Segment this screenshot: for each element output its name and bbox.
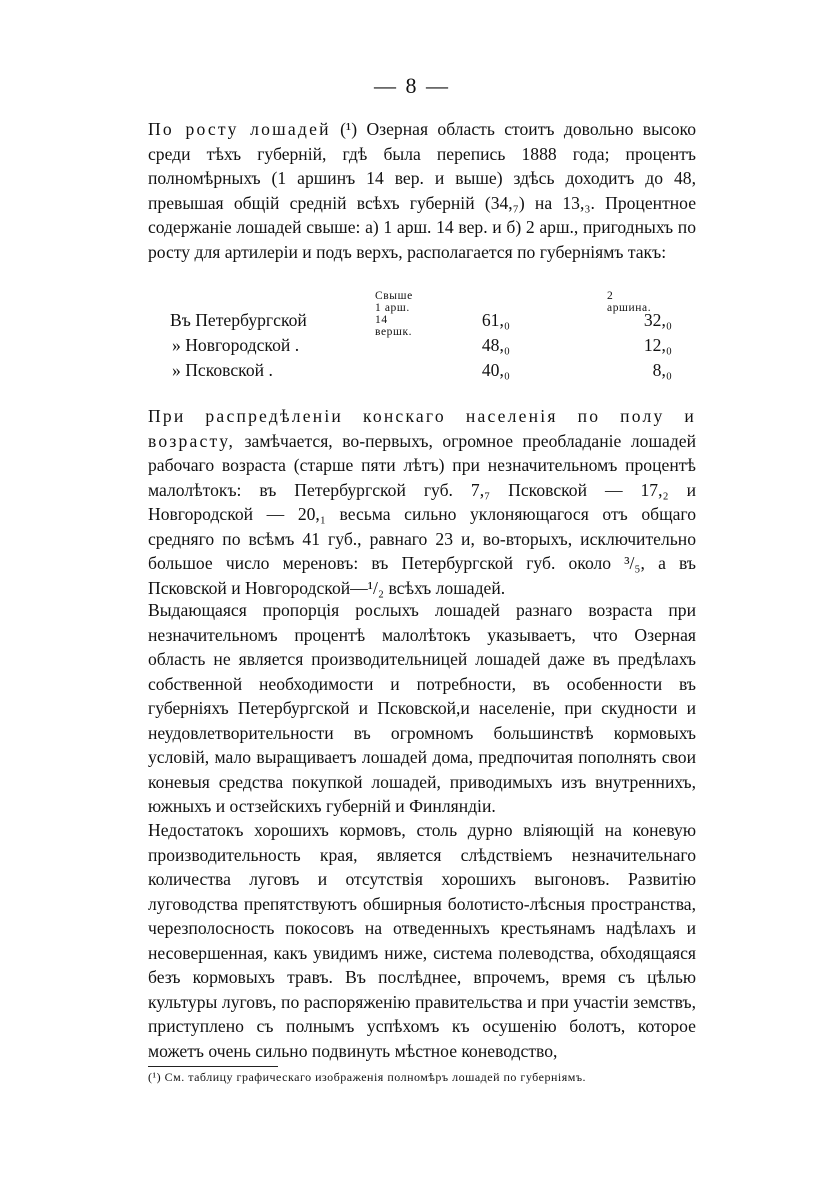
paragraph-2 [148, 404, 696, 600]
table-cell-value-2: 32,₀ [643, 310, 672, 330]
paragraph-3: Выдающаяся пропорція рослыхъ лошадей разнаго возраста при незначительномъ процентѣ малолѣтокъ указываетъ, что Озерная область не является производительницей лошадей даже въ предѣлахъ собственной необходимости и потребности, въ особенности въ губерніяхъ Петербургской и Псковской,и населеніе, при скудности и неудовлетворительности въ огромномъ большинствѣ кормовыхъ условій, мало выращиваетъ лошадей дома, предпочитая пополнять свои коневыя средства покупкой лошадей, приводимыхъ изъ внутреннихъ, южныхъ и остзейскихъ губерній и Финляндіи. [148, 600, 696, 816]
table-row-label: Въ Петербургской [170, 310, 307, 330]
paragraph-2-lead: При распредѣленіи конскаго населенія по полу и возрасту, [148, 406, 696, 451]
table-row [0, 360, 840, 386]
table-cell-value-2: 8,₀ [652, 360, 672, 380]
footnote-divider [148, 1066, 278, 1067]
table-cell-value-1: 61,₀ [481, 310, 510, 330]
paragraph-1-lead: По росту лошадей [148, 119, 331, 139]
table-row-label: » Новгородской . [172, 335, 300, 355]
table-cell-value-1: 48,₀ [481, 335, 510, 355]
paragraph-1 [148, 117, 696, 264]
paragraph-1-text: (¹) Озерная область стоитъ довольно высоко среди тѣхъ губерній, гдѣ была перепись 1888 года; процентъ полномѣрныхъ (1 аршинъ 14 вер. и выше) здѣсь доходитъ до 48, превышая общій средній всѣхъ губерній (34,₇) на 13,₃. Процентное содержаніе лошадей свыше: а) 1 арш. 14 вер. и б) 2 арш., пригодныхъ по росту для артилеріи и подъ верхъ, располагается по губерніямъ такъ: [148, 119, 696, 262]
table-cell-value-2: 12,₀ [643, 335, 672, 355]
table-cell-value-1: 40,₀ [481, 360, 510, 380]
paragraph-2-text: замѣчается, во-первыхъ, огромное преобладаніе лошадей рабочаго возраста (старше пяти лѣтъ) при незначительномъ процентѣ малолѣтокъ: въ Петербургской губ. 7,₇ Псковской — 17,₂ и Новгородской — 20,₁ весьма сильно уклоняющагося отъ общаго средняго по всѣмъ 41 губ., равнаго 23 и, во-вторыхъ, исключительно большое число мереновъ: въ Петербургской губ. около ³/₅, а въ Псковской и Новгородской—¹/₂ всѣхъ лошадей. [148, 430, 696, 598]
table-row [0, 310, 840, 336]
page-number: — 8 — [374, 73, 450, 98]
footnote: (¹) См. таблицу графическаго изображенія полномѣръ лошадей по губерніямъ. [148, 1070, 587, 1084]
table-row [0, 335, 840, 361]
table-header-2: 2 аршина. [607, 290, 652, 314]
table-header-1: Свыше 1 арш. 14 вершк. [375, 290, 413, 338]
table-row-label: » Псковской . [172, 360, 273, 380]
paragraph-4: Недостатокъ хорошихъ кормовъ, столь дурно вліяющій на коневую производительность края, является слѣдствіемъ незначительнаго количества луговъ и отсутствія хорошихъ выгоновъ. Развитію луговодства препятствуютъ обширныя болотисто-лѣсныя пространства, черезполосность покосовъ на отведенныхъ крестьянамъ надѣлахъ и несовершенная, какъ увидимъ ниже, система полеводства, обходящаяся безъ кормовыхъ травъ. Въ послѣднее, впрочемъ, время съ цѣлью культуры луговъ, по распоряженію правительства и при участіи земствъ, приступлено съ полнымъ успѣхомъ къ осушенію болотъ, которое можетъ очень сильно подвинуть мѣстное коневодство, [148, 820, 696, 1061]
